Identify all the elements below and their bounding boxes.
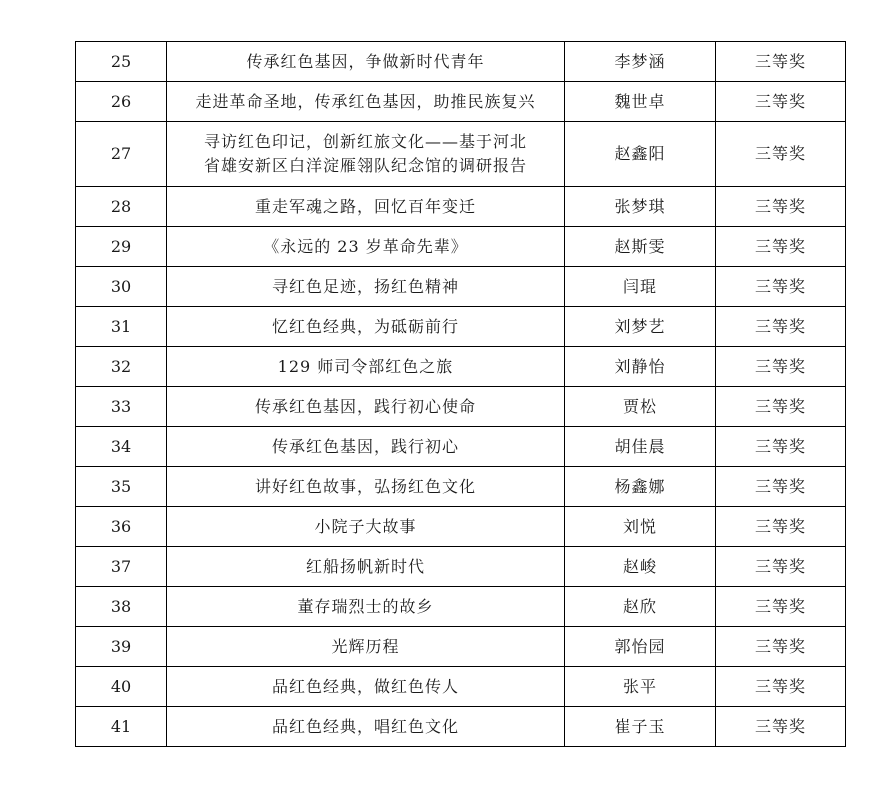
author-name: 郭怡园: [565, 627, 716, 667]
work-title: 小院子大故事: [167, 507, 565, 547]
award-level: 三等奖: [716, 227, 846, 267]
award-level: 三等奖: [716, 547, 846, 587]
work-title: 品红色经典，唱红色文化: [167, 707, 565, 747]
author-name: 胡佳晨: [565, 427, 716, 467]
award-table: [75, 41, 846, 747]
award-level: 三等奖: [716, 267, 846, 307]
table-row: [76, 707, 846, 747]
work-title: 重走军魂之路，回忆百年变迁: [167, 187, 565, 227]
work-title: 品红色经典，做红色传人: [167, 667, 565, 707]
row-number: 28: [76, 187, 167, 227]
author-name: 张平: [565, 667, 716, 707]
award-level: 三等奖: [716, 667, 846, 707]
row-number: 35: [76, 467, 167, 507]
author-name: 闫琨: [565, 267, 716, 307]
author-name: 刘静怡: [565, 347, 716, 387]
row-number: 38: [76, 587, 167, 627]
author-name: 赵峻: [565, 547, 716, 587]
table-row: [76, 627, 846, 667]
author-name: 赵鑫阳: [565, 122, 716, 187]
author-name: 杨鑫娜: [565, 467, 716, 507]
work-title: [167, 122, 565, 187]
row-number: 39: [76, 627, 167, 667]
table-row: [76, 307, 846, 347]
table-row: [76, 547, 846, 587]
author-name: 李梦涵: [565, 42, 716, 82]
award-level: 三等奖: [716, 82, 846, 122]
work-title: 忆红色经典，为砥砺前行: [167, 307, 565, 347]
award-level: 三等奖: [716, 187, 846, 227]
work-title: 光辉历程: [167, 627, 565, 667]
row-number: 25: [76, 42, 167, 82]
table-row: [76, 667, 846, 707]
row-number: 32: [76, 347, 167, 387]
table-row: [76, 227, 846, 267]
row-number: 37: [76, 547, 167, 587]
row-number: 40: [76, 667, 167, 707]
award-level: 三等奖: [716, 387, 846, 427]
table-row: [76, 347, 846, 387]
work-title-line: 寻访红色印记，创新红旅文化——基于河北: [203, 132, 527, 151]
author-name: 贾松: [565, 387, 716, 427]
work-title-line: 省雄安新区白洋淀雁翎队纪念馆的调研报告: [203, 156, 527, 175]
row-number: 36: [76, 507, 167, 547]
award-level: 三等奖: [716, 347, 846, 387]
table-row: [76, 387, 846, 427]
work-title: 传承红色基因，践行初心: [167, 427, 565, 467]
row-number: 30: [76, 267, 167, 307]
work-title: 《永远的 23 岁革命先辈》: [167, 227, 565, 267]
table-row: [76, 187, 846, 227]
award-level: 三等奖: [716, 507, 846, 547]
row-number: 41: [76, 707, 167, 747]
work-title: 红船扬帆新时代: [167, 547, 565, 587]
row-number: 31: [76, 307, 167, 347]
author-name: 魏世卓: [565, 82, 716, 122]
award-table-body: [76, 42, 846, 747]
row-number: 26: [76, 82, 167, 122]
award-level: 三等奖: [716, 307, 846, 347]
award-level: 三等奖: [716, 627, 846, 667]
table-row: [76, 122, 846, 187]
award-level: 三等奖: [716, 427, 846, 467]
row-number: 27: [76, 122, 167, 187]
author-name: 赵欣: [565, 587, 716, 627]
table-row: [76, 82, 846, 122]
work-title: 传承红色基因，争做新时代青年: [167, 42, 565, 82]
work-title: 129 师司令部红色之旅: [167, 347, 565, 387]
row-number: 33: [76, 387, 167, 427]
award-level: 三等奖: [716, 587, 846, 627]
author-name: 崔子玉: [565, 707, 716, 747]
table-row: [76, 267, 846, 307]
award-level: 三等奖: [716, 122, 846, 187]
table-row: [76, 507, 846, 547]
award-level: 三等奖: [716, 707, 846, 747]
row-number: 34: [76, 427, 167, 467]
award-level: 三等奖: [716, 42, 846, 82]
work-title: 讲好红色故事，弘扬红色文化: [167, 467, 565, 507]
table-row: [76, 42, 846, 82]
work-title: 传承红色基因，践行初心使命: [167, 387, 565, 427]
author-name: 张梦琪: [565, 187, 716, 227]
row-number: 29: [76, 227, 167, 267]
work-title: 走进革命圣地，传承红色基因，助推民族复兴: [167, 82, 565, 122]
table-row: [76, 587, 846, 627]
author-name: 刘悦: [565, 507, 716, 547]
work-title: 董存瑞烈士的故乡: [167, 587, 565, 627]
award-level: 三等奖: [716, 467, 846, 507]
table-row: [76, 467, 846, 507]
author-name: 刘梦艺: [565, 307, 716, 347]
author-name: 赵斯雯: [565, 227, 716, 267]
table-row: [76, 427, 846, 467]
work-title: 寻红色足迹，扬红色精神: [167, 267, 565, 307]
